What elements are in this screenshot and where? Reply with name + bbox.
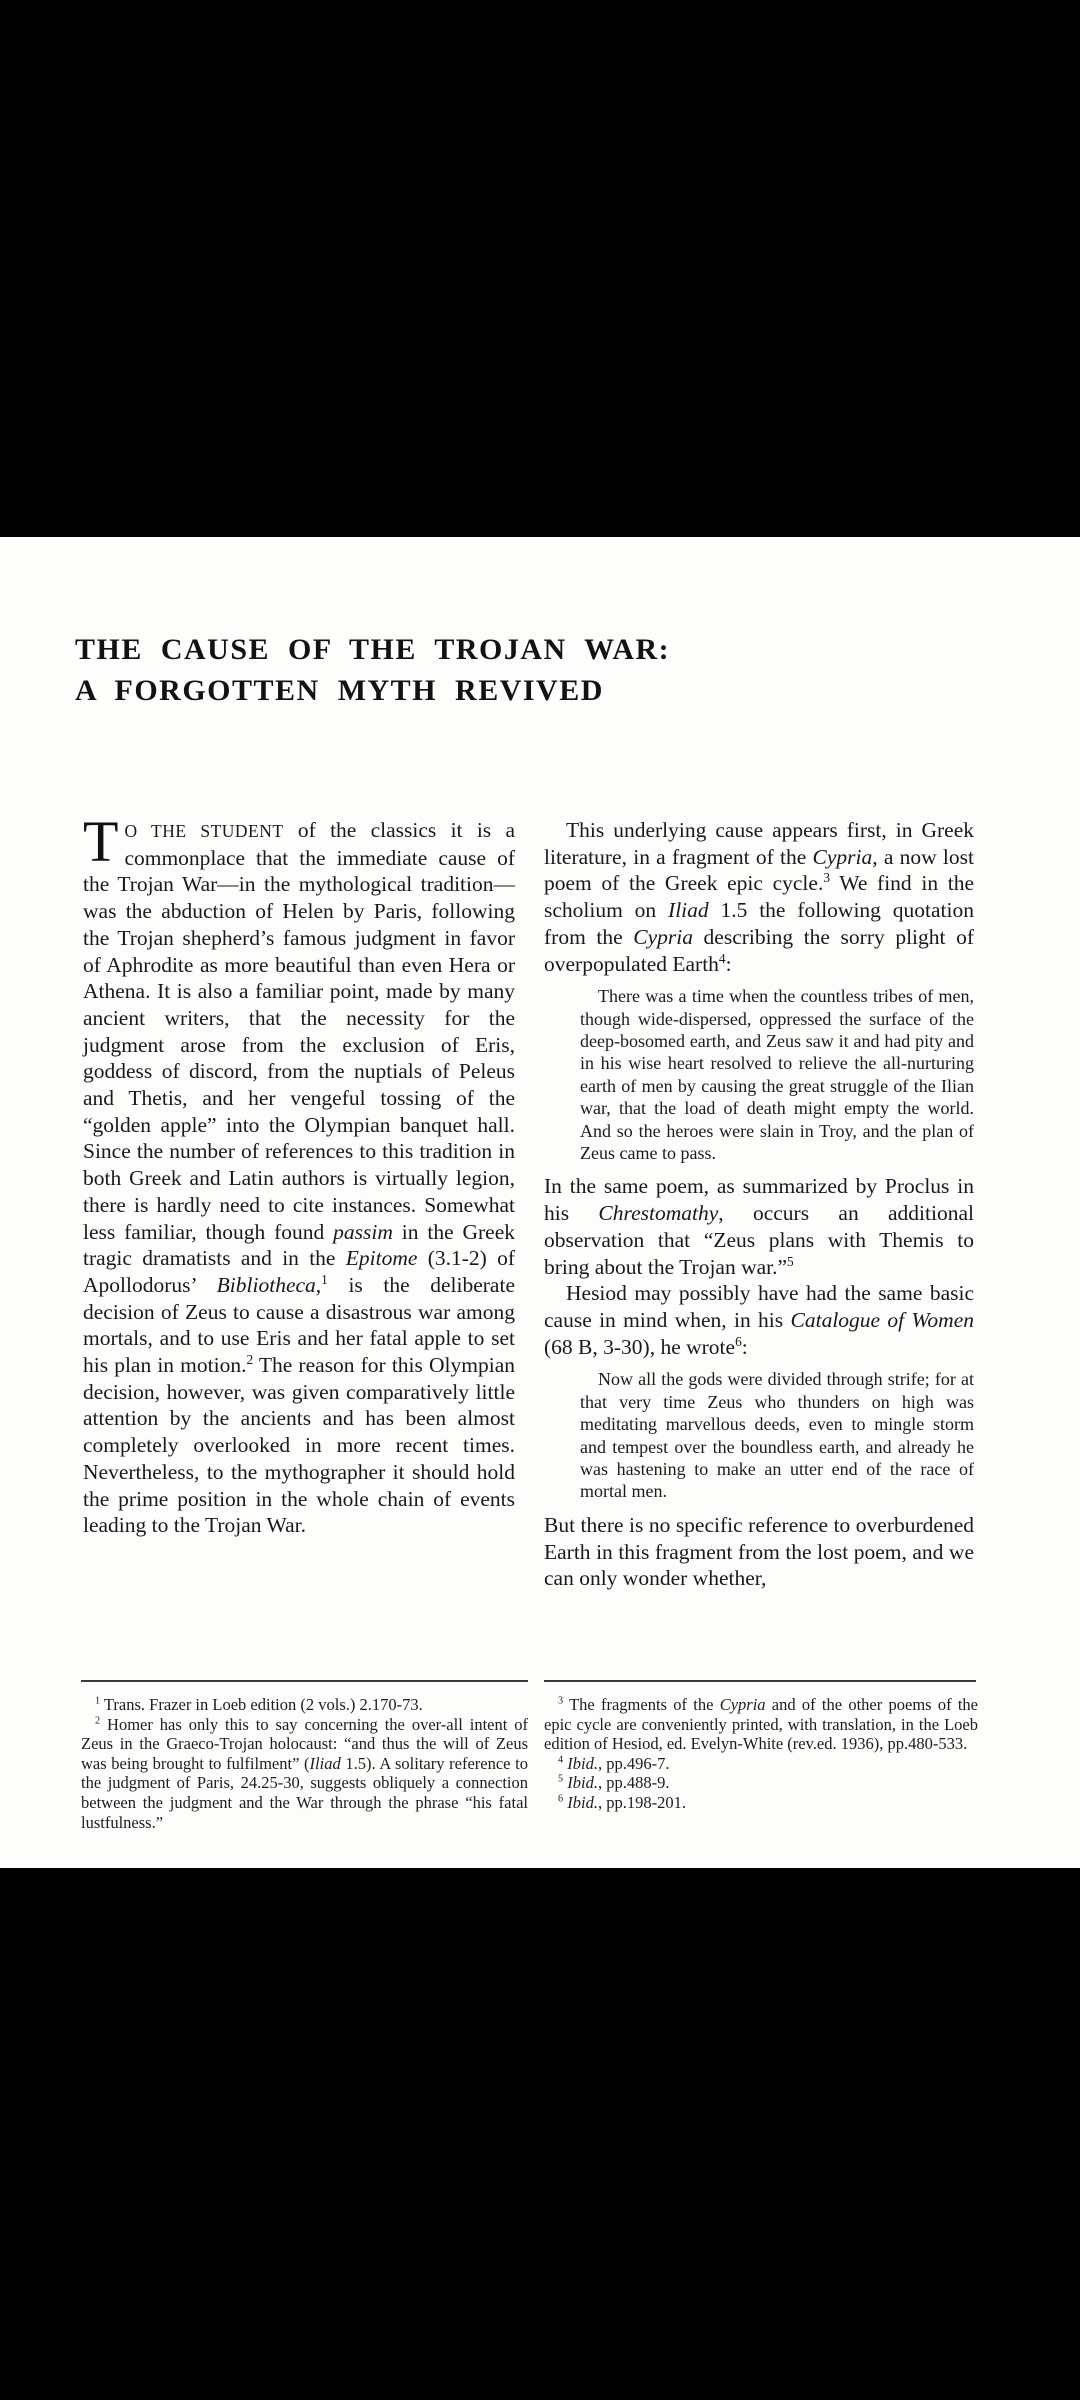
footnote-rule	[544, 1680, 976, 1682]
opening-smallcaps: O THE STUDENT	[124, 821, 284, 841]
paragraph: But there is no specific reference to overburdened Earth in this fragment from the lost poem, and we can only wonder whether,	[544, 1512, 974, 1591]
paragraph: This underlying cause appears first, in Greek literature, in a fragment of the Cypria, a now lost poem of the Greek epic cycle.$^3$ We find in the scholium on Iliad 1.5 the following quotation from the Cypria describing the sorry plight of overpopulated Earth$^4$:	[544, 818, 975, 976]
right-column	[544, 817, 974, 1592]
article-title-line1: THE CAUSE OF THE TROJAN WAR:	[75, 633, 671, 666]
footnote-rule	[81, 1680, 528, 1682]
footnotes-right	[544, 1695, 978, 1813]
paragraph-opening-text: of the classics it is a commonplace that the immediate cause of the Trojan War—in the mythological tradition—was the abduction of Helen by Paris, following the Trojan shepherd’s famous judgment in favor of Aphrodite as more beautiful than even Hera or Athena. It is also a familiar point, made by many ancient writers, that the necessity for the judgment arose from the exclusion of Eris, goddess of discord, from the nuptials of Peleus and Thetis, and her vengeful tossing of the “golden apple” into the Olympian banquet hall. Since the number of references to this tradition in both Greek and Latin authors is virtually legion, there is hardly need to cite instances. Somewhat less familiar, though found passim in the Greek tragic dramatists and in the Epitome (3.1-2) of Apollodorus’ Bibliotheca,$^1$ is the deliberate decision of Zeus to cause a disastrous war among mortals, and to use Eris and her fatal apple to set his plan in motion.$^2$ The reason for this Olympian decision, however, was given comparatively little attention by the ancients and has been almost completely overlooked in more recent times. Nevertheless, to the mythographer it should hold the prime position in the whole chain of events leading to the Trojan War.	[83, 818, 516, 1538]
paragraph-opening	[83, 809, 516, 1539]
article-title-line2: A FORGOTTEN MYTH REVIVED	[75, 674, 604, 707]
top-letterbox	[0, 0, 1080, 537]
left-column	[83, 809, 516, 1539]
footnote: $^6$ Ibid., pp.198-201.	[558, 1792, 686, 1812]
bottom-letterbox	[0, 1868, 1080, 2400]
drop-cap: T	[83, 809, 119, 874]
footnote: $^4$ Ibid., pp.496-7.	[558, 1753, 670, 1773]
block-quote: There was a time when the countless tribes of men, though wide-dispersed, oppressed the surface of the deep-bosomed earth, and Zeus saw it and had pity and in his wise heart resolved to relieve the all-nurturing earth of men by causing the great struggle of the Ilian war, that the load of death might empty the world. And so the heroes were slain in Troy, and the plan of Zeus came to pass.	[580, 986, 974, 1164]
paragraph: In the same poem, as summarized by Proclus in his Chrestomathy, occurs an additional observation that “Zeus plans with Themis to bring about the Trojan war.”$^5$	[544, 1174, 974, 1279]
footnote: $^5$ Ibid., pp.488-9.	[558, 1773, 670, 1793]
paragraph: Hesiod may possibly have had the same basic cause in mind when, in his Catalogue of Women (68 B, 3-30), he wrote$^6$:	[544, 1281, 974, 1359]
footnote: $^3$ The fragments of the Cypria and of the other poems of the epic cycle are conveniently printed, with translation, in the Loeb edition of Hesiod, ed. Evelyn-White (rev.ed. 1936), pp.480-533.	[544, 1695, 979, 1754]
block-quote: Now all the gods were divided through strife; for at that very time Zeus who thunders on high was meditating marvellous deeds, even to mingle storm and tempest over the boundless earth, and already he was hastening to make an utter end of the race of mortal men.	[580, 1369, 974, 1502]
article-title	[75, 629, 715, 711]
footnote: $^1$ Trans. Frazer in Loeb edition (2 vols.) 2.170-73.	[95, 1695, 423, 1714]
footnotes-left	[81, 1695, 528, 1832]
document-page[interactable]	[0, 537, 1080, 1868]
footnote: $^2$ Homer has only this to say concerning the over-all intent of Zeus in the Graeco-Trojan holocaust: “and thus the will of Zeus was being brought to fulfilment” (Iliad 1.5). A solitary reference to the judgment of Paris, 24.25-30, suggests obliquely a connection between the judgment and the War through the phrase “his fatal lustfulness.”	[81, 1714, 528, 1832]
